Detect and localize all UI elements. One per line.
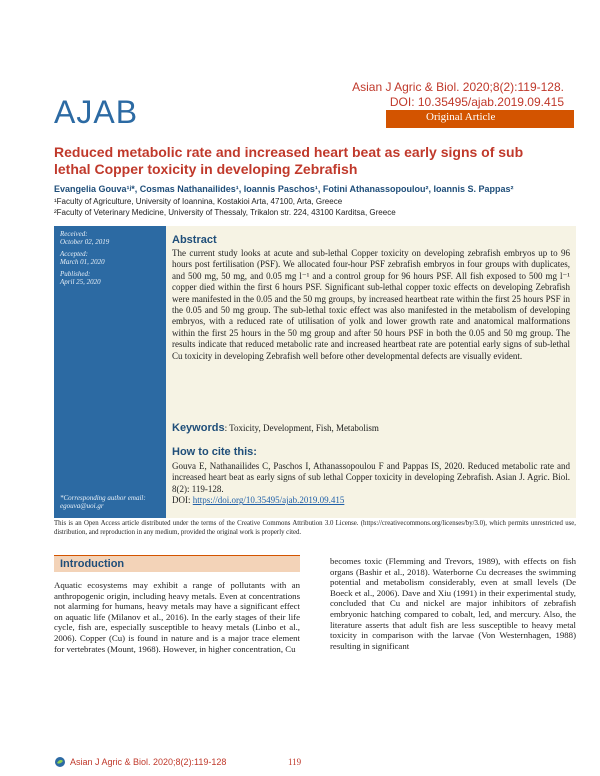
author-list: Evangelia Gouva¹ʲ*, Cosmas Nathanailides¹, Ioannis Paschos¹, Fotini Athanassopoulou², Ioannis S. Pappas² <box>54 184 514 194</box>
abstract-text: The current study looks at acute and sub-lethal Copper toxicity on developing zebrafish embryos up to 96 hours post fertilisation (PSF). We allocated four-hour PSF zebrafish embryos in four groups with duplicates, and 500 mg, 50 mg, and 0.05 mg l⁻¹ and a control group for 96 hours PSF. All fish exposed to 500 mg l⁻¹ copper died within the first 6 hours PSF. Significant sub-lethal copper toxic effects on developing Zebrafish were manifested in the 0.05 and the 50 mg groups, by increased heartbeat rate within the first 25 hours PSF in the 0.05 and 50 mg group. The sub-lethal toxic effect was also manifested in the metabolism of developing embryos, with a reduced rate of utilisation of yolk and lower growth rate and anatomical malformations within the first 25 hours in the 50 mg group and after 50 hours PSF in both the 0.05 and 50 mg group. The results indicate that reduced metabolic rate and increased heartbeat rate are potential early signs of sub-lethal Cu toxicity in developing Zebrafish well before other developmental defects are visually evident. <box>172 248 570 361</box>
received-block <box>60 230 164 246</box>
doi-link[interactable]: https://doi.org/10.35495/ajab.2019.09.415 <box>192 495 345 506</box>
corresponding-block <box>60 494 164 510</box>
accepted-date: March 01, 2020 <box>60 258 105 266</box>
footer-journal-ref: Asian J Agric & Biol. 2020;8(2):119-128 <box>70 757 227 767</box>
citation-block <box>172 461 570 507</box>
accepted-label: Accepted: <box>60 250 88 258</box>
affiliation-2: ²Faculty of Veterinary Medicine, University of Thessaly, Trikalon str. 224, 43100 Karditsa, Greece <box>54 208 396 217</box>
published-label: Published: <box>60 270 91 278</box>
corresponding-label: *Corresponding author email: <box>60 494 146 502</box>
introduction-column-2: becomes toxic (Flemming and Trevors, 1989), with effects on fish organs (Bashir et al., 2018). Waterborne Cu decreases the swimming potential and metabolism considerably, even at small levels (De Boeck et al., 2006). Dave and Xiu (1991) in their experimental study, concluded that Cu and nickel are major inhibitors of zebrafish embryonic hatching compared to cobalt, led, and mercury. Also, the literature asserts that adult fish are less susceptible to heavy metal toxicity in comparison with the larvae (Von Westernhagen, 1988) resulting in significant <box>330 556 576 651</box>
doi-label: DOI: <box>172 495 193 506</box>
keywords-text: : Toxicity, Development, Fish, Metabolism <box>224 423 379 433</box>
accepted-block <box>60 250 164 266</box>
article-type-label: Original Article <box>426 111 496 123</box>
citation-heading: How to cite this: <box>172 446 257 458</box>
received-date: October 02, 2019 <box>60 238 110 246</box>
journal-leaf-icon <box>54 756 66 768</box>
journal-citation-line: Asian J Agric & Biol. 2020;8(2):119-128. <box>352 80 564 94</box>
affiliation-1: ¹Faculty of Agriculture, University of Ioannina, Kostakioi Arta, 47100, Arta, Greece <box>54 197 343 206</box>
introduction-column-1: Aquatic ecosystems may exhibit a range of pollutants with an anthropogenic origin, including heavy metals. Even at concentrations not alarming for humans, heavy metals may have a significant effect on aquatic life (Milanov et al., 2016). In the early stages of their life cycle, fish are, especially susceptible to heavy metals (Linbo et al., 2006). Copper (Cu) is found in nature and is a major trace element for vertebrates (Mount, 1968). However, in higher concentration, Cu <box>54 580 300 654</box>
published-date: April 25, 2020 <box>60 278 101 286</box>
received-label: Received: <box>60 230 88 238</box>
license-text: This is an Open Access article distributed under the terms of the Creative Commons Attribution 3.0 License. (https://creativecommons.org/licenses/by/3.0), which permits unrestricted use, distribution, and reproduction in any medium, provided the original work is properly cited. <box>54 520 576 536</box>
citation-doi <box>172 495 570 506</box>
published-block <box>60 270 164 286</box>
keywords-heading: Keywords <box>172 422 225 434</box>
journal-reference <box>352 80 564 110</box>
page-number: 119 <box>288 757 302 767</box>
corresponding-email[interactable]: egouva@uoi.gr <box>60 502 104 510</box>
paper-title: Reduced metabolic rate and increased heart beat as early signs of sub lethal Copper toxicity in developing Zebrafish <box>54 144 524 177</box>
introduction-heading: Introduction <box>60 558 125 570</box>
citation-text: Gouva E, Nathanailides C, Paschos I, Athanassopoulou F and Pappas IS, 2020. Reduced metabolic rate and increased heart beat as early signs of sub lethal Copper toxicity in developing Zebrafish. Asian J. Agric. Biol. 8(2): 119-128. <box>172 461 570 494</box>
journal-logo: AJAB <box>54 94 139 130</box>
journal-doi-line: DOI: 10.35495/ajab.2019.09.415 <box>389 95 564 109</box>
keywords-line <box>172 422 570 434</box>
abstract-heading: Abstract <box>172 234 217 246</box>
